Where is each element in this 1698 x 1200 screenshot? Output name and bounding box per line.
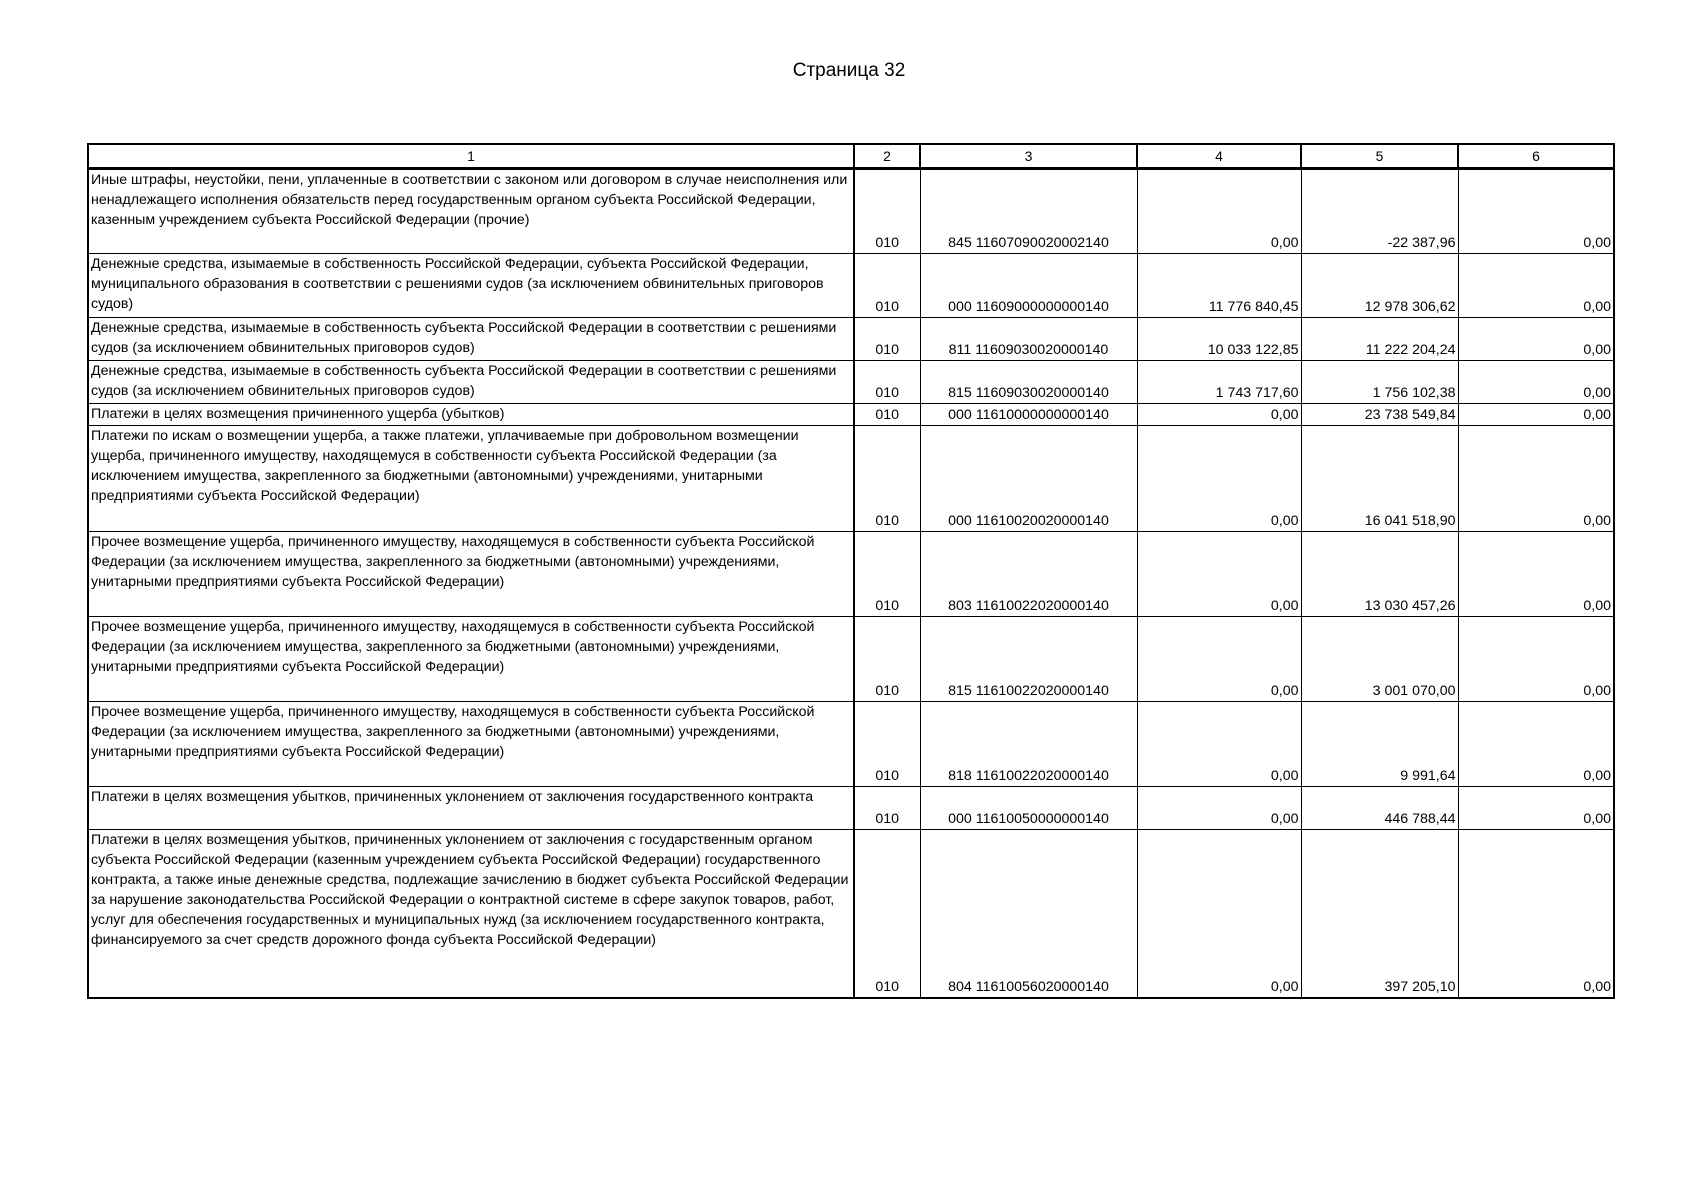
row-budget-code: 000 11610050000000140 — [920, 787, 1137, 830]
row-budget-code: 818 11610022020000140 — [920, 702, 1137, 787]
column-header-5: 5 — [1301, 144, 1458, 169]
row-value-col5: -22 387,96 — [1301, 169, 1458, 254]
row-line-code: 010 — [854, 254, 920, 318]
table-row — [88, 830, 1614, 998]
table-body — [88, 169, 1614, 998]
row-budget-code: 000 11610020020000140 — [920, 426, 1137, 532]
row-value-col6: 0,00 — [1458, 426, 1614, 532]
row-value-col5: 11 222 204,24 — [1301, 318, 1458, 361]
row-value-col6: 0,00 — [1458, 617, 1614, 702]
table-row — [88, 617, 1614, 702]
row-line-code: 010 — [854, 702, 920, 787]
revenue-table — [87, 143, 1615, 999]
row-description: Прочее возмещение ущерба, причиненного имуществу, находящемуся в собственности субъекта Российской Федерации (за исключением имущества, закрепленного за бюджетными (автономными) учреждениями, унитарными предприятиями субъекта Российской Федерации) — [88, 532, 854, 617]
row-budget-code: 803 11610022020000140 — [920, 532, 1137, 617]
row-description: Платежи в целях возмещения причиненного ущерба (убытков) — [88, 404, 854, 426]
table-row — [88, 532, 1614, 617]
page-title: Страница 32 — [792, 60, 906, 81]
row-value-col4: 1 743 717,60 — [1137, 361, 1301, 404]
row-description: Платежи по искам о возмещении ущерба, а также платежи, уплачиваемые при добровольном возмещении ущерба, причиненного имуществу, находящемуся в собственности субъекта Российской Федерации (за исключением имущества, закрепленного за бюджетными (автономными) учреждениями, унитарными предприятиями субъекта Российской Федерации) — [88, 426, 854, 532]
column-header-1: 1 — [88, 144, 854, 169]
row-value-col5: 23 738 549,84 — [1301, 404, 1458, 426]
row-value-col6: 0,00 — [1458, 254, 1614, 318]
table-header-row — [88, 144, 1614, 169]
row-value-col5: 16 041 518,90 — [1301, 426, 1458, 532]
row-value-col4: 0,00 — [1137, 617, 1301, 702]
row-value-col6: 0,00 — [1458, 404, 1614, 426]
row-value-col6: 0,00 — [1458, 787, 1614, 830]
row-value-col4: 0,00 — [1137, 830, 1301, 998]
table-row — [88, 361, 1614, 404]
row-line-code: 010 — [854, 318, 920, 361]
row-line-code: 010 — [854, 617, 920, 702]
table-row — [88, 169, 1614, 254]
row-value-col5: 1 756 102,38 — [1301, 361, 1458, 404]
column-header-6: 6 — [1458, 144, 1614, 169]
row-value-col4: 10 033 122,85 — [1137, 318, 1301, 361]
row-value-col5: 12 978 306,62 — [1301, 254, 1458, 318]
column-header-2: 2 — [854, 144, 920, 169]
row-description: Прочее возмещение ущерба, причиненного имуществу, находящемуся в собственности субъекта Российской Федерации (за исключением имущества, закрепленного за бюджетными (автономными) учреждениями, унитарными предприятиями субъекта Российской Федерации) — [88, 702, 854, 787]
table-row — [88, 702, 1614, 787]
row-budget-code: 815 11609030020000140 — [920, 361, 1137, 404]
row-description: Прочее возмещение ущерба, причиненного имуществу, находящемуся в собственности субъекта Российской Федерации (за исключением имущества, закрепленного за бюджетными (автономными) учреждениями, унитарными предприятиями субъекта Российской Федерации) — [88, 617, 854, 702]
table-row — [88, 426, 1614, 532]
row-value-col4: 0,00 — [1137, 169, 1301, 254]
column-header-4: 4 — [1137, 144, 1301, 169]
row-value-col6: 0,00 — [1458, 318, 1614, 361]
row-budget-code: 804 11610056020000140 — [920, 830, 1137, 998]
row-line-code: 010 — [854, 404, 920, 426]
row-description: Денежные средства, изымаемые в собственность субъекта Российской Федерации в соответствии с решениями судов (за исключением обвинительных приговоров судов) — [88, 318, 854, 361]
row-description: Платежи в целях возмещения убытков, причиненных уклонением от заключения государственного контракта — [88, 787, 854, 830]
table-row — [88, 404, 1614, 426]
table-row — [88, 254, 1614, 318]
row-budget-code: 811 11609030020000140 — [920, 318, 1137, 361]
table-row — [88, 787, 1614, 830]
row-value-col4: 0,00 — [1137, 702, 1301, 787]
row-value-col4: 0,00 — [1137, 532, 1301, 617]
row-value-col4: 11 776 840,45 — [1137, 254, 1301, 318]
row-value-col5: 9 991,64 — [1301, 702, 1458, 787]
row-budget-code: 000 11609000000000140 — [920, 254, 1137, 318]
row-line-code: 010 — [854, 426, 920, 532]
row-budget-code: 845 11607090020002140 — [920, 169, 1137, 254]
row-value-col4: 0,00 — [1137, 426, 1301, 532]
row-value-col5: 397 205,10 — [1301, 830, 1458, 998]
row-line-code: 010 — [854, 532, 920, 617]
table-row — [88, 318, 1614, 361]
row-line-code: 010 — [854, 787, 920, 830]
row-description: Денежные средства, изымаемые в собственность Российской Федерации, субъекта Российской Федерации, муниципального образования в соответствии с решениями судов (за исключением обвинительных приговоров судов) — [88, 254, 854, 318]
row-line-code: 010 — [854, 361, 920, 404]
column-header-3: 3 — [920, 144, 1137, 169]
row-value-col4: 0,00 — [1137, 404, 1301, 426]
row-value-col5: 13 030 457,26 — [1301, 532, 1458, 617]
row-value-col6: 0,00 — [1458, 532, 1614, 617]
row-value-col4: 0,00 — [1137, 787, 1301, 830]
row-value-col5: 446 788,44 — [1301, 787, 1458, 830]
row-budget-code: 000 11610000000000140 — [920, 404, 1137, 426]
row-line-code: 010 — [854, 169, 920, 254]
row-budget-code: 815 11610022020000140 — [920, 617, 1137, 702]
row-value-col5: 3 001 070,00 — [1301, 617, 1458, 702]
row-description: Платежи в целях возмещения убытков, причиненных уклонением от заключения с государственным органом субъекта Российской Федерации (казенным учреждением субъекта Российской Федерации) государственного контракта, а также иные денежные средства, подлежащие зачислению в бюджет субъекта Российской Федерации за нарушение законодательства Российской Федерации о контрактной системе в сфере закупок товаров, работ, услуг для обеспечения государственных и муниципальных нужд (за исключением государственного контракта, финансируемого за счет средств дорожного фонда субъекта Российской Федерации) — [88, 830, 854, 998]
row-value-col6: 0,00 — [1458, 169, 1614, 254]
row-value-col6: 0,00 — [1458, 361, 1614, 404]
row-value-col6: 0,00 — [1458, 830, 1614, 998]
row-line-code: 010 — [854, 830, 920, 998]
row-description: Иные штрафы, неустойки, пени, уплаченные в соответствии с законом или договором в случае неисполнения или ненадлежащего исполнения обязательств перед государственным органом субъекта Российской Федерации, казенным учреждением субъекта Российской Федерации (прочие) — [88, 169, 854, 254]
row-description: Денежные средства, изымаемые в собственность субъекта Российской Федерации в соответствии с решениями судов (за исключением обвинительных приговоров судов) — [88, 361, 854, 404]
row-value-col6: 0,00 — [1458, 702, 1614, 787]
